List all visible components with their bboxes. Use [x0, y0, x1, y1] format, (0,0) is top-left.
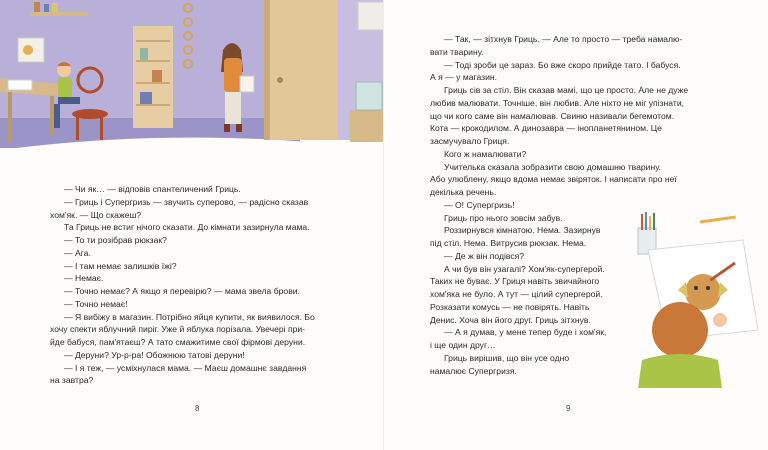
- page-number-right: 9: [566, 404, 571, 413]
- right-paragraph: що чи кого саме він намалював. Свиню називали бегемотом.: [430, 110, 675, 121]
- left-paragraph: на завтра?: [50, 375, 94, 386]
- left-paragraph: — Точно немає? А якщо я перевірю? — мама звела брови.: [64, 286, 300, 296]
- right-paragraph: Гриць сів за стіл. Він сказав мамі, що це просто. Але не дуже: [444, 85, 689, 95]
- right-paragraph: Роззирнувся кімнатою. Нема. Зазирнув: [444, 225, 601, 236]
- left-paragraph: — Точно немає!: [64, 298, 128, 309]
- right-paragraph: Учителька сказала зобразити свою домашню тварину.: [444, 161, 662, 172]
- right-paragraph: А чи був він узагалі? Хом'як-супергерой.: [444, 263, 605, 274]
- left-paragraph: хочу спекти яблучний пиріг. Уже й яблука порізала. Увечері при-: [50, 324, 306, 335]
- right-paragraph: А я — у магазин.: [430, 72, 498, 83]
- left-paragraph: — І я теж, — усміхнулася мама. — Маєш домашнє завдання: [64, 362, 307, 373]
- right-paragraph: — Тоді зроби це зараз. Бо вже скоро прийде тато. І бабуся.: [444, 59, 681, 70]
- right-paragraph: Таких не буває. У Гриця навіть звичайного: [430, 276, 600, 287]
- left-paragraph: йде бабуся, пам'ятаєш? А тато смажитиме свої фірмові деруни.: [50, 337, 306, 347]
- left-paragraph: хом'як. — Що скажеш?: [50, 209, 142, 220]
- right-paragraph: Кота — крокодилом. А динозавра — інопланетянином. Це: [430, 123, 662, 134]
- right-paragraph: декілька речень.: [430, 187, 497, 197]
- right-paragraph: Гриць про нього зовсім забув.: [444, 212, 563, 223]
- right-paragraph: Кого ж намалювати?: [444, 148, 527, 159]
- right-paragraph: — Де ж він подівся?: [444, 250, 525, 261]
- right-paragraph: любив малювати. Точніше, він любив. Але ніхто не міг упізнати,: [430, 97, 685, 108]
- right-paragraph: — Так, — зітхнув Гриць. — Але то просто — треба намалю-: [444, 34, 683, 44]
- left-page-text: [50, 183, 350, 387]
- left-paragraph: — Деруни? Ур-р-ра! Обожнюю татові деруни!: [64, 349, 245, 360]
- right-paragraph: засмучувало Гриця.: [430, 136, 510, 146]
- right-paragraph: і ще один друг…: [430, 340, 496, 350]
- drawing-illustration: [608, 210, 768, 388]
- right-paragraph: Денис. Хоча він його друг. Гриць зітхнув.: [430, 314, 591, 325]
- left-paragraph: — Чи як… — відповів спантеличений Гриць.: [64, 184, 241, 194]
- right-paragraph: — О! Супергризь!: [444, 199, 515, 210]
- left-paragraph: — Я вибіжу в магазин. Потрібно яйця купити, як виявилося. Бо: [64, 311, 315, 322]
- right-paragraph: — А я думав, у мене тепер буде і хом'як,: [444, 327, 607, 338]
- left-paragraph: — І там немає залишків їжі?: [64, 260, 177, 271]
- left-paragraph: — Немає.: [64, 273, 104, 284]
- right-paragraph: Або улюблену, якщо вдома немає звіряток. І написати про неї: [430, 174, 677, 185]
- right-paragraph: під стіл. Нема. Витрусив рюкзак. Нема.: [430, 238, 587, 248]
- right-paragraph: Розказати комусь — не повірять. Навіть: [430, 301, 590, 312]
- page-number-left: 8: [195, 404, 200, 413]
- right-paragraph: Гриць вирішив, що він усе одно: [444, 352, 570, 363]
- left-paragraph: Та Гриць не встиг нічого сказати. До кімнати зазирнула мама.: [64, 222, 310, 233]
- right-paragraph: хом'яка не було. А тут — цілий супергерой.: [430, 289, 603, 299]
- room-illustration: [0, 0, 384, 162]
- right-paragraph: вати тварину.: [430, 46, 484, 57]
- left-paragraph: — Ага.: [64, 247, 91, 258]
- left-paragraph: — Гриць і Супергризь — звучить суперово, — радісно сказав: [64, 196, 309, 207]
- left-paragraph: — То ти розібрав рюкзак?: [64, 235, 167, 245]
- right-paragraph: намалює Супергризя.: [430, 365, 517, 376]
